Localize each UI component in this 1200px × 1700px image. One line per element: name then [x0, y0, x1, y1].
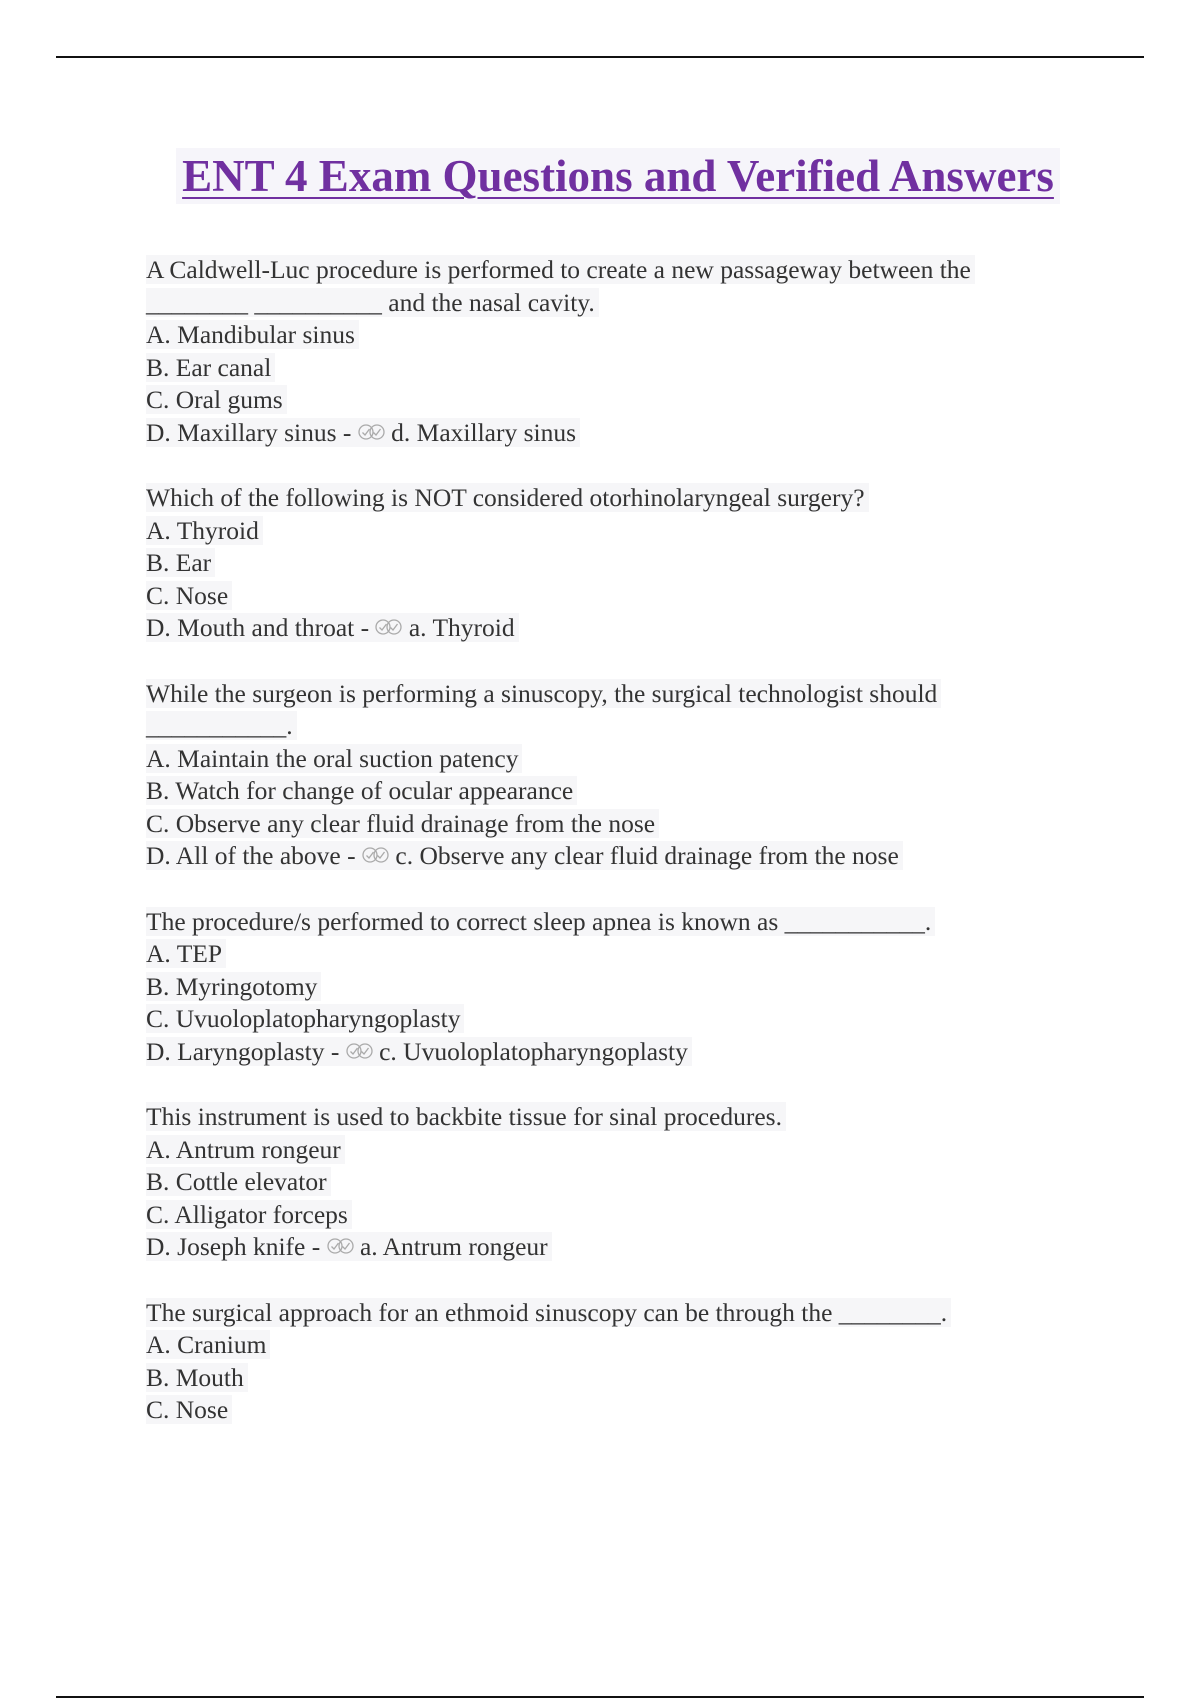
- answer-option: A. Cranium: [146, 1330, 270, 1359]
- verified-answer: c. Observe any clear fluid drainage from the nose: [395, 841, 899, 870]
- header-rule: [56, 56, 1144, 58]
- answer-option: C. Observe any clear fluid drainage from the nose: [146, 809, 659, 838]
- answer-option: C. Nose: [146, 1395, 232, 1424]
- answer-option: C. Nose: [146, 581, 232, 610]
- double-check-icon: [375, 615, 402, 639]
- question-stem: A Caldwell-Luc procedure is performed to create a new passageway between the: [146, 255, 975, 284]
- page-title: ENT 4 Exam Questions and Verified Answers: [176, 148, 1060, 204]
- question-4: [146, 906, 1086, 1069]
- answer-option: C. Alligator forceps: [146, 1200, 352, 1229]
- answer-option: D. Maxillary sinus -: [146, 417, 352, 447]
- answer-option: A. Maintain the oral suction patency: [146, 744, 522, 773]
- answer-option: A. Antrum rongeur: [146, 1135, 345, 1164]
- question-stem: Which of the following is NOT considered otorhinolaryngeal surgery?: [146, 483, 869, 512]
- answer-option: B. Mouth: [146, 1363, 248, 1392]
- question-5: [146, 1101, 1086, 1264]
- question-list: [146, 254, 1086, 1460]
- answer-option: B. Ear canal: [146, 353, 275, 382]
- question-stem: The procedure/s performed to correct sleep apnea is known as ___________.: [146, 907, 935, 936]
- answer-option: D. Joseph knife -: [146, 1232, 321, 1261]
- footer-rule: [56, 1696, 1144, 1698]
- answer-option: D. All of the above -: [146, 841, 356, 870]
- double-check-icon: [362, 843, 389, 867]
- answer-option: B. Cottle elevator: [146, 1167, 331, 1196]
- question-stem: ___________.: [146, 711, 297, 740]
- question-6: [146, 1297, 1086, 1427]
- answer-option: A. TEP: [146, 939, 226, 968]
- answer-option: B. Ear: [146, 548, 215, 577]
- answer-option: D. Laryngoplasty -: [146, 1036, 340, 1066]
- double-check-icon: [358, 420, 385, 444]
- title-block: [146, 148, 1090, 204]
- answer-option: C. Uvuoloplatopharyngoplasty: [146, 1004, 464, 1033]
- verified-answer: a. Thyroid: [408, 613, 515, 642]
- question-1: [146, 254, 1086, 449]
- answer-option: A. Mandibular sinus: [146, 320, 359, 349]
- question-stem: This instrument is used to backbite tissue for sinal procedures.: [146, 1102, 786, 1131]
- double-check-icon: [327, 1234, 354, 1258]
- verified-answer: d. Maxillary sinus: [391, 417, 577, 447]
- answer-option: B. Myringotomy: [146, 972, 321, 1001]
- question-stem: While the surgeon is performing a sinuscopy, the surgical technologist should: [146, 679, 941, 708]
- question-3: [146, 678, 1086, 873]
- question-stem: ________ __________ and the nasal cavity.: [146, 288, 599, 317]
- answer-option: B. Watch for change of ocular appearance: [146, 776, 577, 805]
- answer-option: A. Thyroid: [146, 516, 263, 545]
- question-stem: The surgical approach for an ethmoid sinuscopy can be through the ________.: [146, 1298, 951, 1327]
- answer-option: D. Mouth and throat -: [146, 613, 370, 642]
- verified-answer: c. Uvuoloplatopharyngoplasty: [379, 1036, 688, 1066]
- answer-option: C. Oral gums: [146, 385, 287, 414]
- double-check-icon: [346, 1039, 373, 1063]
- question-2: [146, 482, 1086, 645]
- verified-answer: a. Antrum rongeur: [359, 1232, 548, 1261]
